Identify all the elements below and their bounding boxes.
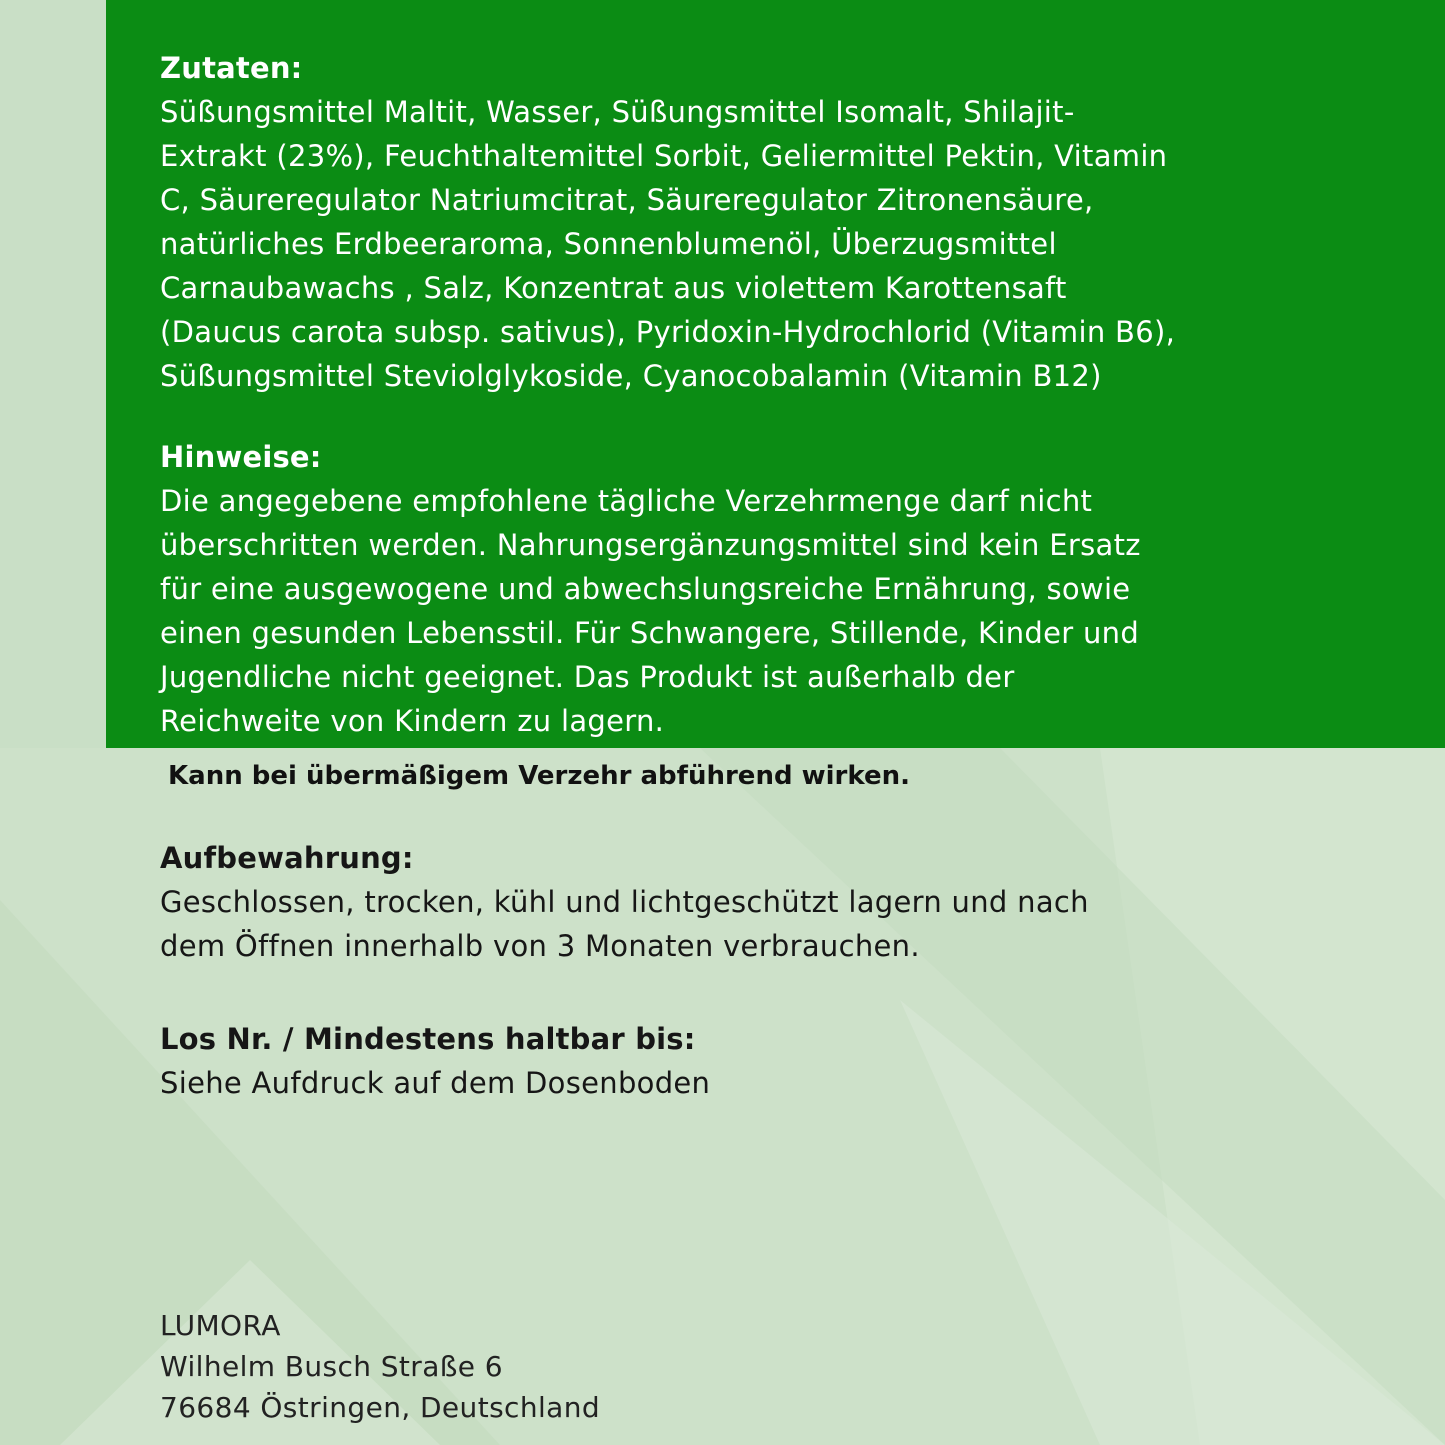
city-country: 76684 Östringen, Deutschland (160, 1391, 601, 1424)
ingredients-line: Extrakt (23%), Feuchthaltemittel Sorbit, Geliermittel Pektin, Vitamin (160, 139, 1168, 173)
notes-line: überschritten werden. Nahrungsergänzungsmittel sind kein Ersatz (160, 528, 1141, 562)
notes-line: einen gesunden Lebensstil. Für Schwangere, Stillende, Kinder und (160, 616, 1140, 650)
ingredients-line: Süßungsmittel Maltit, Wasser, Süßungsmittel Isomalt, Shilajit- (160, 95, 1075, 129)
storage-line: Geschlossen, trocken, kühl und lichtgeschützt lagern und nach (160, 885, 1089, 919)
ingredients-section (160, 46, 1400, 398)
storage-line: dem Öffnen innerhalb von 3 Monaten verbrauchen. (160, 929, 920, 963)
ingredients-heading: Zutaten: (160, 51, 303, 85)
lot-heading: Los Nr. / Mindestens haltbar bis: (160, 1022, 696, 1056)
notes-heading: Hinweise: (160, 440, 322, 474)
storage-section (160, 836, 1400, 968)
street-address: Wilhelm Busch Straße 6 (160, 1350, 503, 1383)
lot-text: Siehe Aufdruck auf dem Dosenboden (160, 1066, 711, 1100)
manufacturer-address (160, 1305, 600, 1428)
ingredients-line: (Daucus carota subsp. sativus), Pyridoxin-Hydrochlorid (Vitamin B6), (160, 315, 1176, 349)
ingredients-line: natürliches Erdbeeraroma, Sonnenblumenöl, Überzugsmittel (160, 227, 1057, 261)
laxative-warning: Kann bei übermäßigem Verzehr abführend wirken. (168, 761, 910, 791)
notes-line: Die angegebene empfohlene tägliche Verzehrmenge darf nicht (160, 484, 1093, 518)
storage-heading: Aufbewahrung: (160, 841, 414, 875)
lot-section (160, 1017, 1400, 1105)
ingredients-line: Süßungsmittel Steviolglykoside, Cyanocobalamin (Vitamin B12) (160, 359, 1102, 393)
company-name: LUMORA (160, 1309, 281, 1342)
notes-line: für eine ausgewogene und abwechslungsreiche Ernährung, sowie (160, 572, 1131, 606)
ingredients-line: Carnaubawachs , Salz, Konzentrat aus violettem Karottensaft (160, 271, 1067, 305)
ingredients-line: C, Säureregulator Natriumcitrat, Säureregulator Zitronensäure, (160, 183, 1094, 217)
notes-line: Jugendliche nicht geeignet. Das Produkt ist außerhalb der (160, 660, 1015, 694)
notes-section (160, 435, 1400, 743)
notes-line: Reichweite von Kindern zu lagern. (160, 704, 665, 738)
